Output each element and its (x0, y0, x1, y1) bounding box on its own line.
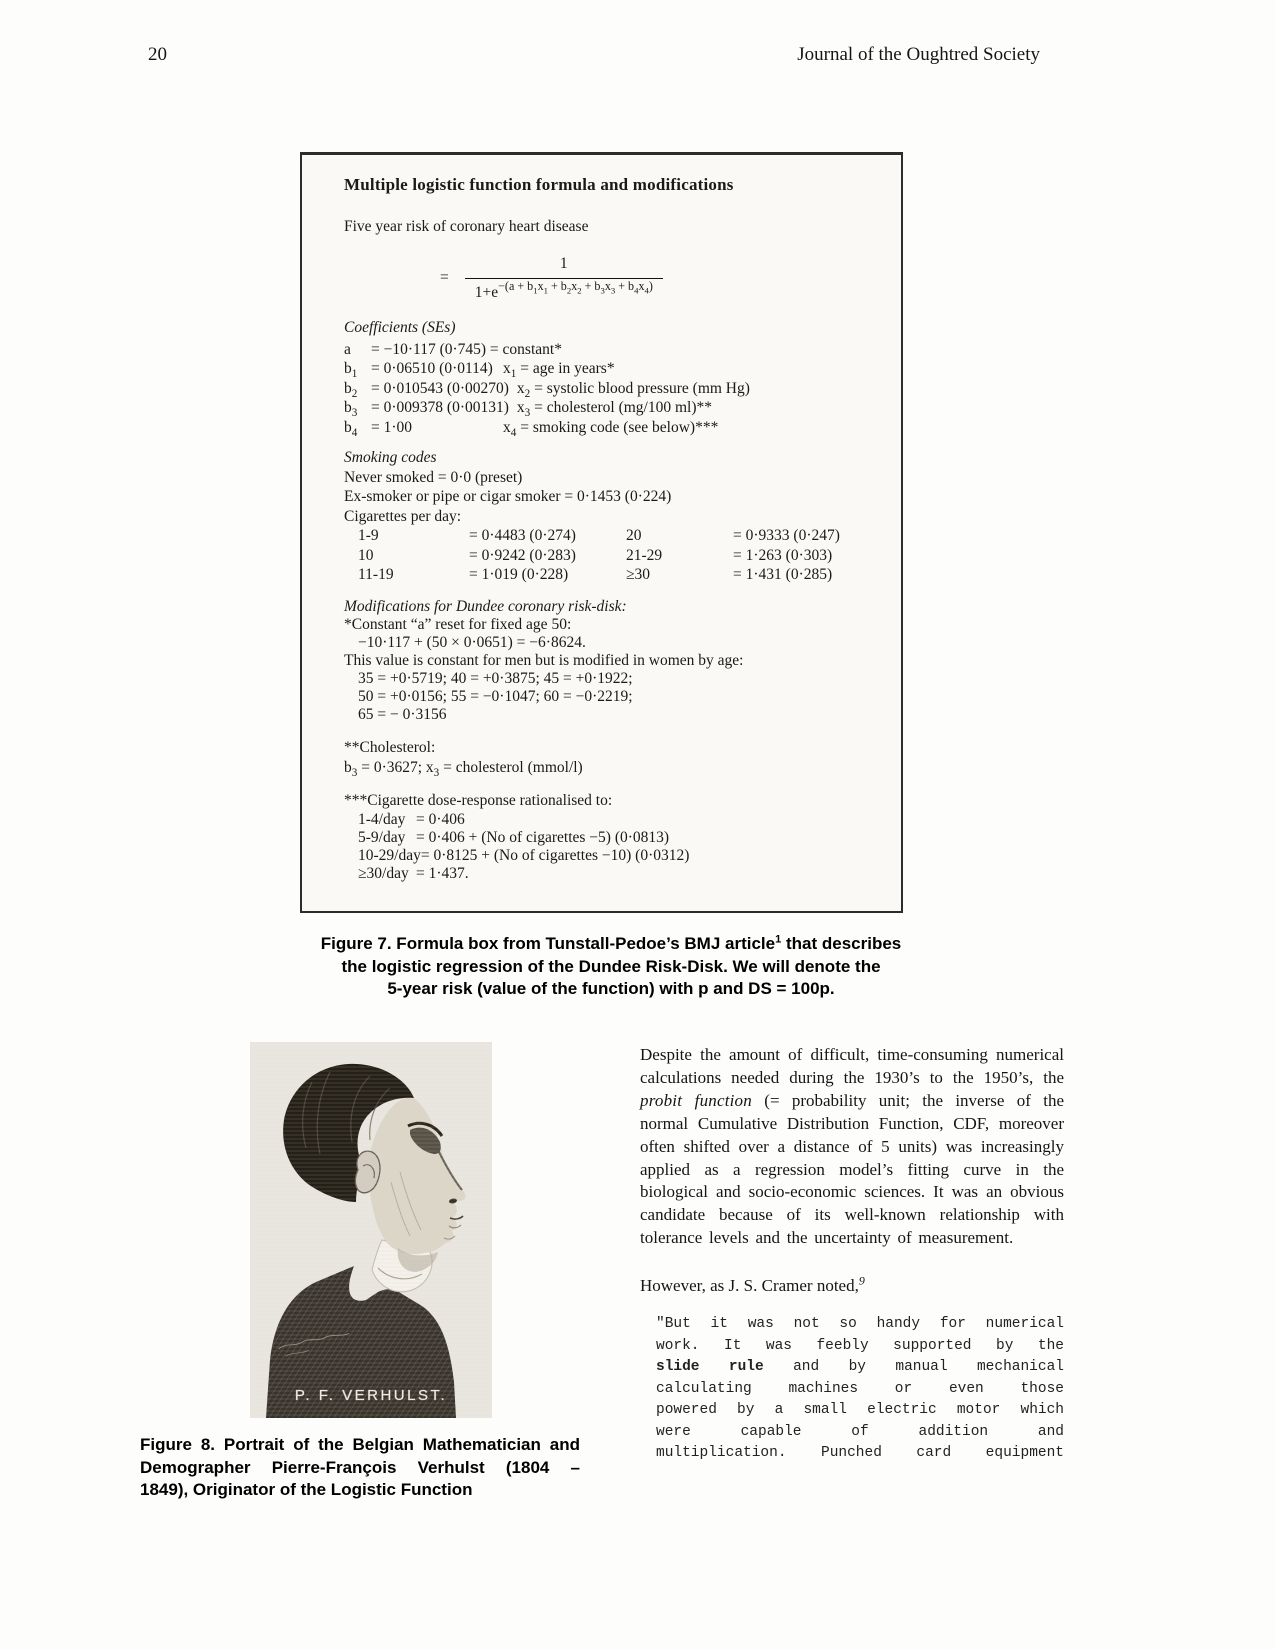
figure8-caption (140, 1434, 580, 1502)
quote-line: "But it was not so handy for numerical (656, 1316, 1064, 1333)
dose-row (358, 829, 885, 847)
quote-line: multiplication. Punched card equipment (656, 1445, 1064, 1462)
table-cell: = 0·9333 (0·247) (733, 527, 840, 544)
journal-header-title: Journal of the Oughtred Society (797, 44, 1040, 65)
dose-value: = 0·406 (416, 810, 465, 828)
cigarettes-per-day-table (358, 526, 885, 585)
table-cell: = 1·263 (0·303) (733, 546, 833, 564)
coefficient-row (344, 398, 885, 418)
coefficient-var: a (344, 340, 351, 358)
caption-line: the logistic regression of the Dundee Risk-Disk. We will denote the (341, 956, 881, 976)
dose-value: = 0·406 + (No of cigarettes −5) (0·0813) (416, 828, 670, 846)
caption-line: Figure 7. Formula box from Tunstall-Pedoe’s BMJ article$^1$ that describes (320, 933, 902, 953)
coefficient-value: = 1·00 (371, 418, 413, 436)
dose-label: 1-4/day (358, 810, 406, 828)
smoking-line: Never smoked = 0·0 (preset) (344, 468, 523, 486)
table-cell: 10 (358, 546, 374, 564)
coefficient-var: $b_3$ (344, 399, 358, 420)
smoking-codes-lines (344, 468, 885, 527)
logistic-equation (440, 254, 885, 302)
table-cell: 1-9 (358, 527, 379, 544)
figure7-caption (285, 933, 937, 1001)
coefficient-var: $b_4$ (344, 418, 358, 439)
dose-label: 10-29/day (358, 846, 421, 864)
dose-response-rows (358, 811, 885, 883)
formula-box-title: Multiple logistic function formula and modifications (344, 175, 734, 194)
quote-line: work. It was feebly supported by the (656, 1337, 1064, 1354)
caption-line: Demographer Pierre-François Verhulst (1804 – (140, 1457, 580, 1477)
modification-line: 35 = +0·5719; 40 = +0·3875; 45 = +0·1922; (358, 670, 633, 687)
portrait-nameplate: P. F. VERHULST. (294, 1387, 448, 1404)
cholesterol-line: $b_3 = 0\cdot 3627$; $x_3$ = cholesterol (mmol/l) (344, 758, 583, 779)
smoking-line: Cigarettes per day: (344, 507, 462, 525)
coefficient-variable-desc: $x_4$ = smoking code (see below)*** (503, 418, 719, 439)
modification-lines (344, 616, 885, 724)
table-cell: ≥30 (626, 566, 651, 583)
coefficient-value: = −10·117 (0·745) = constant* (371, 340, 562, 358)
cholesterol-heading: **Cholesterol: (344, 739, 436, 756)
caption-line: 5-year risk (value of the function) with p and DS = 100p. (387, 979, 835, 998)
coefficient-variable-desc: $x_1$ = age in years* (503, 360, 615, 381)
table-cell: = 0·4483 (0·274) (469, 527, 576, 544)
portrait-engraving (250, 1042, 492, 1418)
cramer-intro: However, as J. S. Cramer noted,$^9$ (640, 1273, 865, 1296)
coefficient-variable-desc: $x_3$ = cholesterol (mg/100 ml)** (516, 399, 713, 420)
caption-line: Figure 8. Portrait of the Belgian Mathematician and (140, 1435, 580, 1454)
coefficient-value: = 0·010543 (0·00270) (371, 379, 509, 397)
modification-line: This value is constant for men but is modified in women by age: (344, 652, 744, 669)
dose-row (358, 811, 885, 829)
quote-line: slide rule and by manual mechanical (656, 1359, 1064, 1376)
fraction-numerator: 1 (559, 255, 568, 272)
coefficient-var: $b_2$ (344, 379, 358, 400)
dose-label: 5-9/day (358, 828, 406, 846)
coefficient-var: $b_1$ (344, 360, 358, 381)
table-cell: = 1·019 (0·228) (469, 566, 569, 583)
modification-line: 50 = +0·0156; 55 = −0·1047; 60 = −0·2219; (358, 688, 633, 705)
fraction-denominator: $1+e^{-(a + b_1x_1 + b_2x_2 + b_3x_3 + b_4x_4)}$ (465, 278, 663, 303)
coefficient-row (344, 340, 885, 360)
coefficient-row (344, 359, 885, 379)
dose-label: ≥30/day (358, 864, 409, 882)
coefficient-value: = 0·009378 (0·00131) (371, 399, 509, 416)
formula-box (300, 152, 903, 913)
table-cell: 21-29 (626, 546, 663, 564)
dose-value: = 1·437. (416, 864, 469, 882)
caption-line: 1849), Originator of the Logistic Function (140, 1480, 473, 1499)
modification-line: *Constant “a” reset for fixed age 50: (344, 616, 572, 633)
table-cell: = 0·9242 (0·283) (469, 546, 576, 564)
dose-row (358, 865, 885, 883)
table-cell: 20 (626, 527, 642, 544)
dose-response-heading: ***Cigarette dose-response rationalised to: (344, 792, 613, 809)
table-cell: 11-19 (358, 566, 394, 583)
coefficient-row (344, 379, 885, 399)
coefficient-value: = 0·06510 (0·0114) (371, 360, 493, 377)
formula-box-intro: Five year risk of coronary heart disease (344, 217, 589, 235)
equation-fraction (465, 254, 663, 302)
modifications-heading: Modifications for Dundee coronary risk-disk: (344, 597, 627, 615)
smoking-codes-heading: Smoking codes (344, 449, 437, 466)
verhulst-portrait-image (250, 1042, 492, 1418)
coefficient-row (344, 418, 885, 438)
quote-line: were capable of addition and (656, 1423, 1064, 1440)
body-paragraph: Despite the amount of difficult, time-consuming numerical calculations needed during the 1930’s to the 1950’s, the probit function (= probability unit; the inverse of the normal Cumulative Distribution Function, CDF, moreover often shifted over a distance of 5 units) was increasingly applied as a regression model’s fitting curve in the biological and socio-economic sciences. It was an obvious candidate because of its well-known relationship with tolerance levels and the uncertainty of measurement. (640, 1045, 1064, 1248)
equals-sign: = (440, 269, 449, 287)
dose-value: = 0·8125 + (No of cigarettes −10) (0·0312) (420, 846, 690, 864)
quote-line: calculating machines or even those (656, 1380, 1064, 1397)
coefficient-variable-desc: $x_2$ = systolic blood pressure (mm Hg) (516, 379, 750, 400)
modification-line: −10·117 + (50 × 0·0651) = −6·8624. (358, 634, 586, 651)
right-column (640, 1044, 1064, 1465)
coefficients-list (344, 340, 885, 438)
modification-line: 65 = − 0·3156 (358, 706, 447, 723)
scan-texture (250, 1042, 492, 1418)
table-cell: = 1·431 (0·285) (733, 566, 833, 583)
smoking-line: Ex-smoker or pipe or cigar smoker = 0·1453 (0·224) (344, 488, 672, 505)
coefficients-heading: Coefficients (SEs) (344, 319, 456, 336)
cramer-quote (656, 1314, 1064, 1465)
page-number: 20 (148, 44, 167, 65)
quote-line: powered by a small electric motor which (656, 1402, 1064, 1419)
dose-row (358, 847, 885, 865)
